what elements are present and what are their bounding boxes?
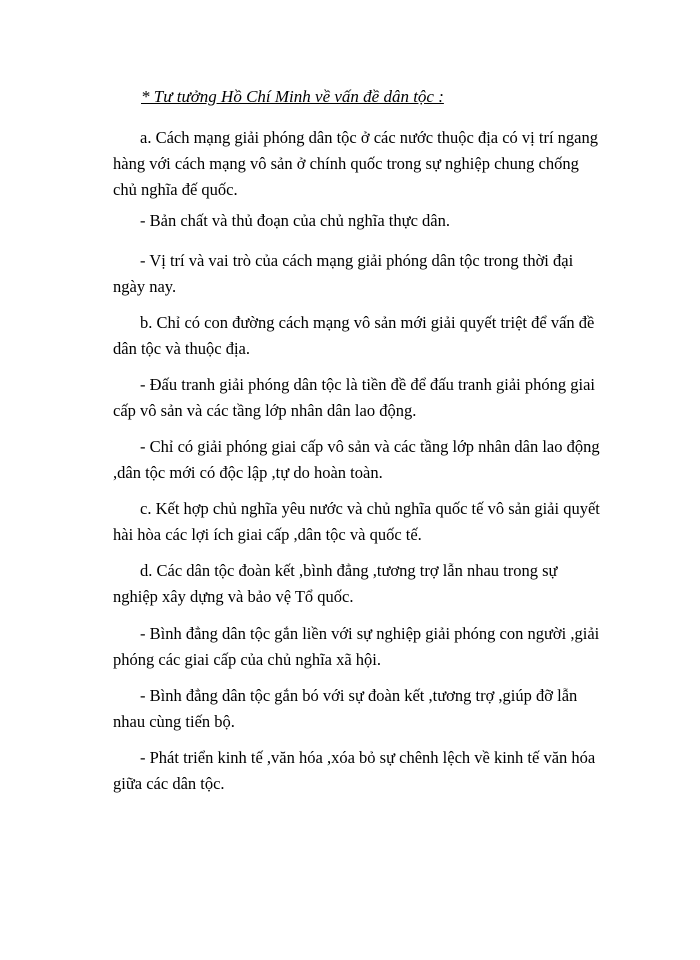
paragraph-b: b. Chỉ có con đường cách mạng vô sản mới giải quyết triệt để vấn đề dân tộc và thuộc địa. <box>113 313 595 358</box>
paragraph-b-point-1: - Đấu tranh giải phóng dân tộc là tiền đề để đấu tranh giải phóng giai cấp vô sản và các tầng lớp nhân dân lao động. <box>113 375 595 420</box>
paragraph-d-point-1: - Bình đẳng dân tộc gắn liền với sự nghiệp giải phóng con người ,giải phóng các giai cấp của chủ nghĩa xã hội. <box>113 624 600 669</box>
paragraph-a-point-2: - Vị trí và vai trò của cách mạng giải phóng dân tộc trong thời đại ngày nay. <box>113 251 574 296</box>
paragraph-d-point-3: - Phát triển kinh tế ,văn hóa ,xóa bỏ sự chênh lệch về kinh tế văn hóa giữa các dân tộc. <box>113 748 596 793</box>
paragraph-c: c. Kết hợp chủ nghĩa yêu nước và chủ nghĩa quốc tế vô sản giải quyết hài hòa các lợi ích giai cấp ,dân tộc và quốc tế. <box>113 499 600 544</box>
paragraph-b-point-2: - Chỉ có giải phóng giai cấp vô sản và các tầng lớp nhân dân lao động ,dân tộc mới có độc lập ,tự do hoàn toàn. <box>113 437 600 482</box>
paragraph-a: a. Cách mạng giải phóng dân tộc ở các nước thuộc địa có vị trí ngang hàng với cách mạng vô sản ở chính quốc trong sự nghiệp chung chống chủ nghĩa đế quốc. <box>113 128 599 199</box>
paragraph-d-point-2: - Bình đẳng dân tộc gắn bó với sự đoàn kết ,tương trợ ,giúp đỡ lẫn nhau cùng tiến bộ. <box>113 686 578 731</box>
paragraph-a-point-1: - Bản chất và thủ đoạn của chủ nghĩa thực dân. <box>140 211 450 230</box>
section-heading: * Tư tưởng Hồ Chí Minh về vấn đề dân tộc : <box>141 87 444 106</box>
paragraph-d: d. Các dân tộc đoàn kết ,bình đẳng ,tương trợ lẫn nhau trong sự nghiệp xây dựng và bảo vệ Tổ quốc. <box>113 561 558 606</box>
